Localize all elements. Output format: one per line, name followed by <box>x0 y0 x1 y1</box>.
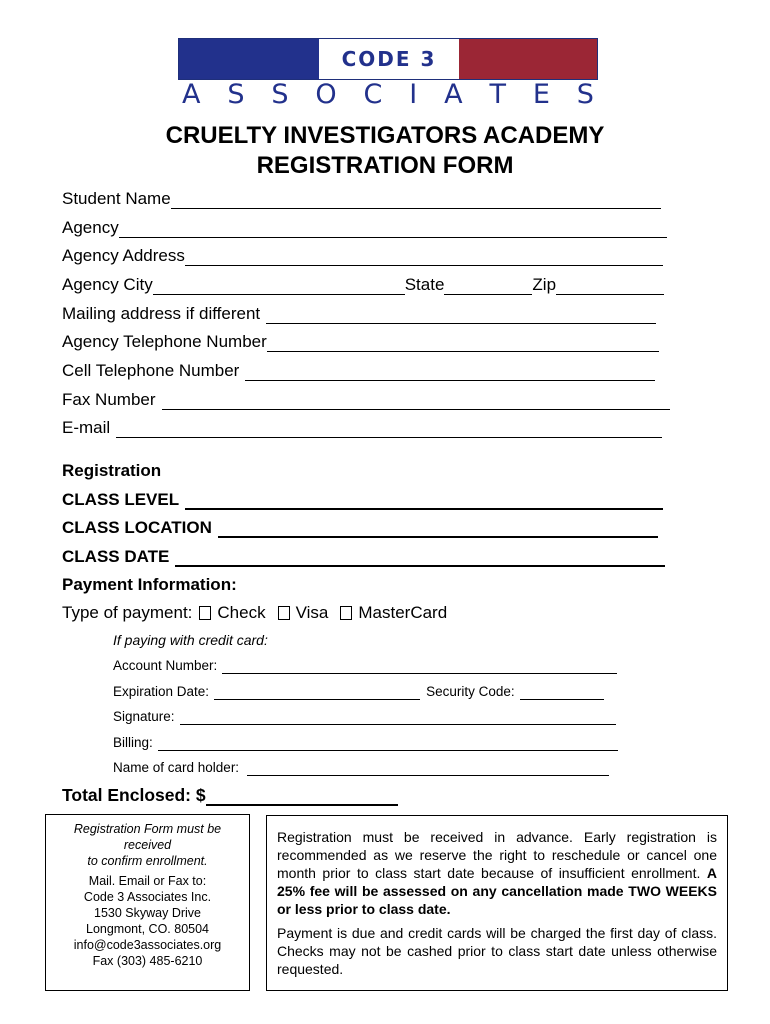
check-checkbox[interactable] <box>199 606 211 620</box>
agency-city-label: Agency City <box>62 275 153 294</box>
cell-telephone-label: Cell Telephone Number <box>62 361 240 380</box>
student-name-label: Student Name <box>62 189 171 208</box>
class-date-field[interactable] <box>175 551 665 567</box>
logo-code3-text: CODE 3 <box>341 47 437 71</box>
logo-letter: S <box>227 79 245 110</box>
student-name-row <box>62 189 661 209</box>
billing-field[interactable] <box>158 739 618 751</box>
mastercard-option-label: MasterCard <box>358 603 448 622</box>
mailing-address-field[interactable] <box>266 309 656 324</box>
mailing-instructions-box <box>45 814 250 991</box>
agency-address-field[interactable] <box>185 251 663 266</box>
visa-checkbox[interactable] <box>278 606 290 620</box>
logo-letter: S <box>576 79 594 110</box>
account-number-label: Account Number: <box>113 658 218 673</box>
logo-letter: S <box>271 79 289 110</box>
credit-card-note: If paying with credit card: <box>113 632 268 648</box>
mailing-address-row <box>62 304 656 324</box>
zip-field[interactable] <box>556 280 664 295</box>
class-date-label: CLASS DATE <box>62 547 170 566</box>
card-holder-label: Name of card holder: <box>113 760 240 775</box>
zip-label: Zip <box>532 275 557 294</box>
visa-option-label: Visa <box>295 603 329 622</box>
cell-telephone-field[interactable] <box>245 366 655 381</box>
email-label: E-mail <box>62 418 111 437</box>
policy-paragraph-2: Payment is due and credit cards will be charged the first day of class. Checks may not be cashed prior to class start date unless otherwise requested. <box>277 925 717 977</box>
registration-heading: Registration <box>62 461 162 480</box>
agency-address-row <box>62 246 663 266</box>
agency-address-label: Agency Address <box>62 246 185 265</box>
class-date-row <box>62 547 665 567</box>
fax-number-label: Fax Number <box>62 390 156 409</box>
logo-letter: I <box>409 79 418 110</box>
total-enclosed-row <box>62 785 398 806</box>
cancellation-fee-notice: A 25% fee will be assessed on any cancellation made TWO WEEKS or less prior to class date. <box>277 865 717 917</box>
city-state-zip: Longmont, CO. 80504 <box>86 922 209 936</box>
class-level-label: CLASS LEVEL <box>62 490 180 509</box>
signature-field[interactable] <box>180 713 616 725</box>
class-location-field[interactable] <box>218 522 658 538</box>
class-level-field[interactable] <box>185 494 663 510</box>
logo-associates-word <box>178 79 598 110</box>
agency-label: Agency <box>62 218 119 237</box>
logo-red-block <box>459 39 597 79</box>
code3-associates-logo <box>178 38 598 108</box>
security-code-field[interactable] <box>520 688 604 700</box>
class-location-row <box>62 518 658 538</box>
fax-number-field[interactable] <box>162 395 670 410</box>
agency-telephone-field[interactable] <box>267 337 659 352</box>
policy-text: Registration must be received in advance. Early registration is recommended as we reserve the right to reschedule or cancel one month prior to class start date because of insufficient enrollment. <box>277 829 717 881</box>
contact-fax: Fax (303) 485-6210 <box>92 954 203 968</box>
logo-letter: A <box>182 79 201 110</box>
billing-row <box>113 735 618 751</box>
payment-type-label: Type of payment: <box>62 603 193 622</box>
class-level-row <box>62 490 663 510</box>
agency-field[interactable] <box>119 223 667 238</box>
payment-type-row <box>62 603 447 623</box>
class-location-label: CLASS LOCATION <box>62 518 212 537</box>
account-number-field[interactable] <box>222 662 617 674</box>
contact-email: info@code3associates.org <box>73 938 222 952</box>
total-enclosed-field[interactable] <box>206 790 398 806</box>
logo-letter: E <box>532 79 550 110</box>
state-label: State <box>404 275 445 294</box>
signature-label: Signature: <box>113 709 175 724</box>
logo-blue-block <box>179 39 319 79</box>
account-number-row <box>113 658 617 674</box>
form-title-line2: REGISTRATION FORM <box>256 152 514 179</box>
check-option-label: Check <box>217 603 266 622</box>
card-holder-row <box>113 760 609 776</box>
agency-city-field[interactable] <box>153 280 405 295</box>
card-holder-field[interactable] <box>247 764 609 776</box>
company-name: Code 3 Associates Inc. <box>83 890 212 904</box>
email-row <box>62 418 662 438</box>
street-address: 1530 Skyway Drive <box>94 906 201 920</box>
logo-letter: O <box>315 79 337 110</box>
logo-letter: A <box>444 79 463 110</box>
security-code-label: Security Code: <box>426 684 515 699</box>
expiration-row <box>113 684 604 700</box>
instruction-line: received <box>123 838 172 852</box>
form-title-line1: CRUELTY INVESTIGATORS ACADEMY <box>165 122 605 149</box>
logo-center-block <box>319 39 459 79</box>
instruction-line: Registration Form must be <box>73 822 222 836</box>
mail-to-line: Mail. Email or Fax to: <box>88 874 207 888</box>
agency-telephone-row <box>62 332 659 352</box>
expiration-date-field[interactable] <box>214 688 420 700</box>
mastercard-checkbox[interactable] <box>340 606 352 620</box>
fax-number-row <box>62 390 670 410</box>
state-field[interactable] <box>444 280 532 295</box>
policy-paragraph-1 <box>277 828 717 918</box>
payment-heading: Payment Information: <box>62 575 237 594</box>
expiration-date-label: Expiration Date: <box>113 684 210 699</box>
total-enclosed-label: Total Enclosed: $ <box>62 785 206 805</box>
logo-letter: T <box>489 79 506 110</box>
logo-letter: C <box>363 79 383 110</box>
agency-telephone-label: Agency Telephone Number <box>62 332 267 351</box>
instruction-line: to confirm enrollment. <box>87 854 208 868</box>
mailing-address-label: Mailing address if different <box>62 304 261 323</box>
student-name-field[interactable] <box>171 194 661 209</box>
cell-telephone-row <box>62 361 655 381</box>
agency-city-row <box>62 275 664 295</box>
agency-row <box>62 218 667 238</box>
logo-bar <box>178 38 598 80</box>
email-field[interactable] <box>116 423 662 438</box>
policy-box <box>266 815 728 991</box>
signature-row <box>113 709 616 725</box>
billing-label: Billing: <box>113 735 153 750</box>
